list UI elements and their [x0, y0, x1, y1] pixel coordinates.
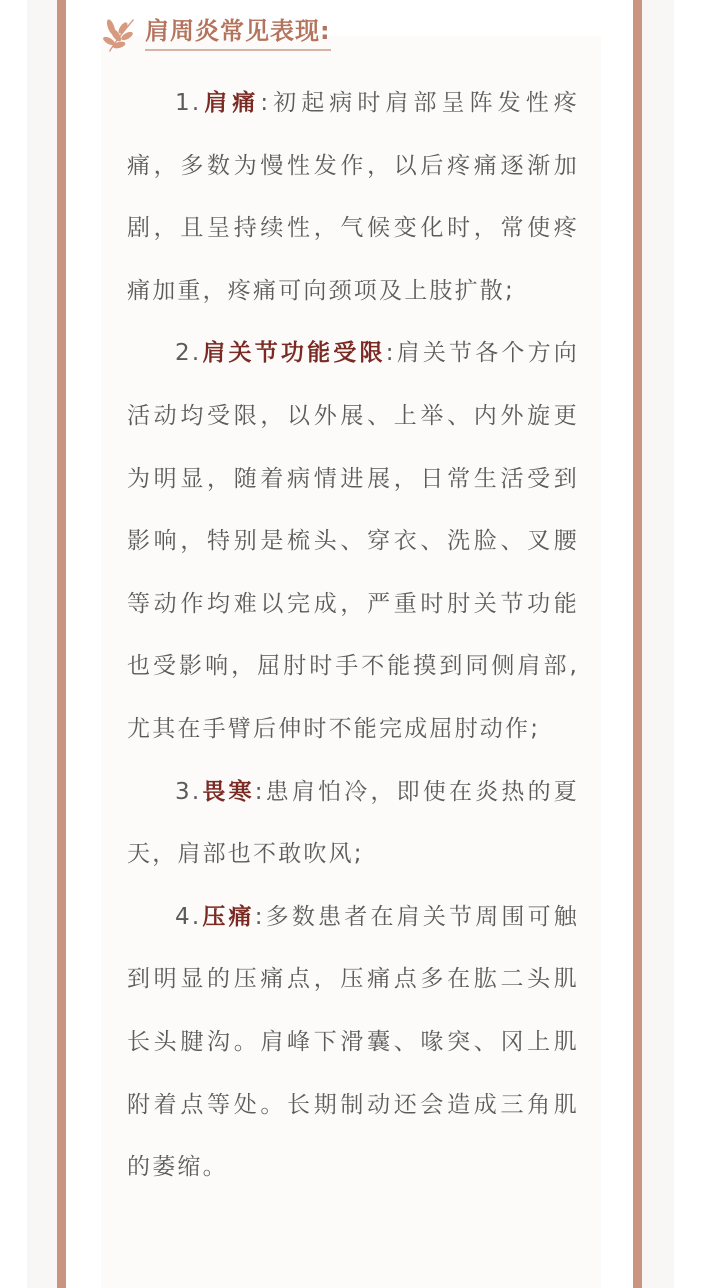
item-description: :患肩怕冷，即使在炎热的夏天，肩部也不敢吹风;: [127, 778, 579, 868]
item-description: :肩关节各个方向活动均受限，以外展、上举、内外旋更为明显，随着病情进展，日常生活受到影响，特别是梳头、穿衣、洗脸、叉腰等动作均难以完成，严重时肘关节功能也受影响，屈肘时手不能摸到同侧肩部,尤其在手臂后伸时不能完成屈肘动作;: [127, 340, 579, 742]
item-number: 3.: [175, 778, 202, 805]
article-body: [127, 72, 579, 1199]
item-number: 1.: [175, 90, 202, 116]
wheat-leaf-icon: [101, 11, 141, 55]
item-keyword: 压痛: [201, 903, 255, 930]
list-item: [127, 886, 579, 1199]
item-keyword: 肩痛: [201, 90, 261, 116]
item-description: :多数患者在肩关节周围可触到明显的压痛点，压痛点多在肱二头肌长头腱沟。肩峰下滑囊、喙突、冈上肌附着点等处。长期制动还会造成三角肌的萎缩。: [127, 903, 579, 1181]
item-number: 2.: [175, 340, 202, 367]
item-keyword: 肩关节功能受限: [201, 340, 386, 367]
left-border-stripe: [57, 0, 66, 1288]
section-heading: [101, 10, 331, 56]
list-item: [127, 761, 579, 886]
list-item: [127, 72, 579, 322]
item-number: 4.: [175, 903, 202, 930]
list-item: [127, 322, 579, 760]
section-title: 肩周炎常见表现:: [145, 15, 331, 51]
right-border-stripe: [633, 0, 642, 1288]
item-description: :初起病时肩部呈阵发性疼痛，多数为慢性发作，以后疼痛逐渐加剧，且呈持续性，气候变化时，常使疼痛加重，疼痛可向颈项及上肢扩散;: [127, 90, 579, 304]
item-keyword: 畏寒: [201, 778, 255, 805]
